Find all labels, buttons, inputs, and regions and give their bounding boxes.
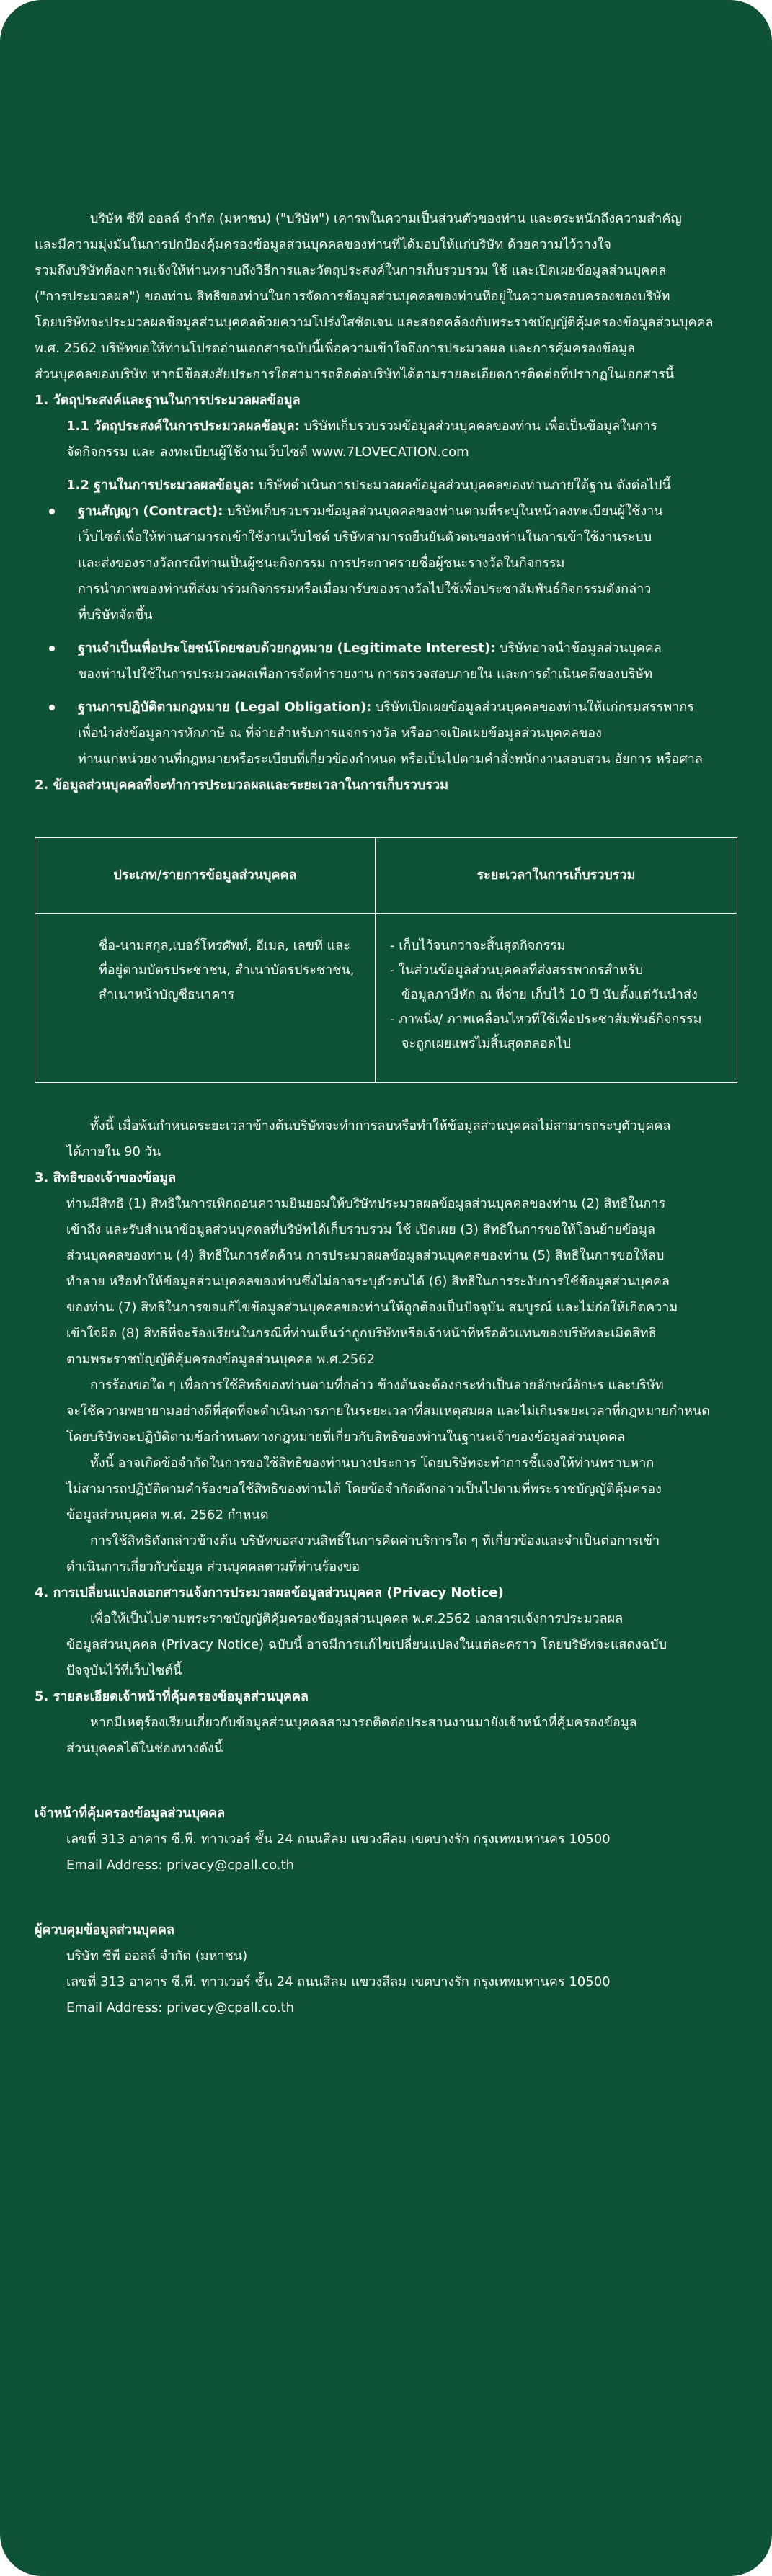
dpo-email-link[interactable]: Email Address: privacy@cpall.co.th — [66, 1858, 295, 1873]
intro-line: ส่วนบุคคลของบริษัท หากมีข้อสงสัยประการใดสามารถติดต่อบริษัทได้ตามรายละเอียดการติดต่อที่ปรากฏในเอกสารนี้ — [35, 367, 675, 382]
controller-title: ผู้ควบคุมข้อมูลส่วนบุคคล — [35, 1922, 174, 1938]
bullet-legitimate-text: บริษัทอาจนำข้อมูลส่วนบุคคล — [495, 641, 662, 656]
section-2-after-line: ได้ภายใน 90 วัน — [66, 1144, 161, 1159]
table-cell-line: จะถูกเผยแพร่ไม่สิ้นสุดตลอดไป — [401, 1036, 571, 1051]
bullet-icon — [49, 646, 55, 651]
dpo-address: เลขที่ 313 อาคาร ซี.พี. ทาวเวอร์ ชั้น 24 ถนนสีลม แขวงสีลม เขตบางรัก กรุงเทพมหานคร 10500 — [66, 1832, 611, 1847]
section-3-line: ส่วนบุคคลของท่าน (4) สิทธิในการคัดค้าน การประมวลผลข้อมูลส่วนบุคคลของท่าน (5) สิทธิในการขอให้ลบ — [66, 1248, 665, 1263]
controller-email-link[interactable]: Email Address: privacy@cpall.co.th — [66, 2000, 295, 2015]
section-3-line: ตามพระราชบัญญัติคุ้มครองข้อมูลส่วนบุคคล พ.ศ.2562 — [66, 1352, 376, 1367]
bullet-legitimate-line: ของท่านไปใช้ในการประมวลผลเพื่อการจัดทำรายงาน การตรวจสอบภายใน และการดำเนินคดีของบริษัท — [78, 667, 652, 682]
section-3-line: ดำเนินการเกี่ยวกับข้อมูล ส่วนบุคคลตามที่ท่านร้องขอ — [66, 1559, 360, 1574]
bullet-contract-label: ฐานสัญญา (Contract): — [78, 504, 223, 519]
intro-line: โดยบริษัทจะประมวลผลข้อมูลส่วนบุคคลด้วยความโปร่งใสชัดเจน และสอดคล้องกับพระราชบัญญัติคุ้มครองข้อมูลส่วนบุคคล — [35, 315, 714, 330]
section-3-line: ข้อมูลส่วนบุคคล พ.ศ. 2562 กำหนด — [66, 1507, 269, 1523]
intro-line: รวมถึงบริษัทต้องการแจ้งให้ท่านทราบถึงวิธีการและวัตถุประสงค์ในการเก็บรวบรวม ใช้ และเปิดเผยข้อมูลส่วนบุคคล — [35, 263, 667, 278]
intro-line: ("การประมวลผล") ของท่าน สิทธิของท่านในการจัดการข้อมูลส่วนบุคคลของท่านที่อยู่ในความครอบครองของบริษัท — [35, 289, 670, 304]
section-3-line: การร้องขอใด ๆ เพื่อการใช้สิทธิของท่านตามที่กล่าว ข้างต้นจะต้องกระทำเป็นลายลักษณ์อักษร และบริษัท — [90, 1378, 664, 1393]
section-1-2-text: บริษัทดำเนินการประมวลผลข้อมูลส่วนบุคคลของท่านภายใต้ฐาน ดังต่อไปนี้ — [254, 478, 671, 493]
table-cell-data-type — [35, 914, 376, 1083]
section-3-line: การใช้สิทธิดังกล่าวข้างต้น บริษัทขอสงวนสิทธิ์ในการคิดค่าบริการใด ๆ ที่เกี่ยวข้องและจำเป็นต่อการเข้า — [90, 1533, 660, 1548]
intro-line: บริษัท ซีพี ออลล์ จำกัด (มหาชน) ("บริษัท") เคารพในความเป็นส่วนตัวของท่าน และตระหนักถึงความสำคัญ — [90, 211, 682, 226]
bullet-contract-line: ที่บริษัทจัดขึ้น — [78, 607, 153, 623]
section-1-1 — [35, 414, 737, 440]
section-1-1-line2: จัดกิจกรรม และ ลงทะเบียนผู้ใช้งานเว็บไซต์ www.7LOVECATION.com — [66, 445, 469, 460]
bullet-legal-text: บริษัทเปิดเผยข้อมูลส่วนบุคคลของท่านให้แก่กรมสรรพากร — [371, 700, 694, 715]
section-3-line: เข้าใจผิด (8) สิทธิที่จะร้องเรียนในกรณีที่ท่านเห็นว่าถูกบริษัทหรือเจ้าหน้าที่หรือตัวแทนของบริษัทละเมิดสิทธิ — [66, 1326, 657, 1341]
intro-line: พ.ศ. 2562 บริษัทขอให้ท่านโปรดอ่านเอกสารฉบับนี้เพื่อความเข้าใจถึงการประมวลผล และการคุ้มครองข้อมูล — [35, 341, 636, 356]
dpo-title: เจ้าหน้าที่คุ้มครองข้อมูลส่วนบุคคล — [35, 1806, 226, 1821]
bullet-contract-line: เว็บไซต์เพื่อให้ท่านสามารถเข้าใช้งานเว็บไซต์ บริษัทสามารถยืนยันตัวตนของท่านในการเข้าใช้งานระบบ — [78, 530, 652, 545]
section-3-line: ทำลาย หรือทำให้ข้อมูลส่วนบุคคลของท่านซึ่งไม่อาจระบุตัวตนได้ (6) สิทธิในการระงับการใช้ข้อมูลส่วนบุคคล — [66, 1274, 670, 1289]
table-cell-line: ชื่อ-นามสกุล,เบอร์โทรศัพท์, อีเมล, เลขที่ และ — [99, 938, 350, 953]
table-cell-line: - ภาพนิ่ง/ ภาพเคลื่อนไหวที่ใช้เพื่อประชาสัมพันธ์กิจกรรม — [390, 1012, 702, 1027]
bullet-icon — [49, 705, 55, 710]
table-cell-line: - ในส่วนข้อมูลส่วนบุคคลที่ส่งสรรพากรสำหรับ — [390, 963, 644, 978]
section-4-line: เพื่อให้เป็นไปตามพระราชบัญญัติคุ้มครองข้อมูลส่วนบุคคล พ.ศ.2562 เอกสารแจ้งการประมวลผล — [90, 1611, 624, 1626]
intro-line: และมีความมุ่งมั่นในการปกป้องคุ้มครองข้อมูลส่วนบุคคลของท่านที่ได้มอบให้แก่บริษัท ด้วยความไว้วางใจ — [35, 237, 611, 252]
table-cell-line: - เก็บไว้จนกว่าจะสิ้นสุดกิจกรรม — [390, 938, 566, 953]
table-cell-line: ที่อยู่ตามบัตรประชาชน, สำเนาบัตรประชาชน, — [99, 963, 355, 978]
bullet-contract-line: และส่งของรางวัลกรณีท่านเป็นผู้ชนะกิจกรรม การประกาศรายชื่อผู้ชนะรางวัลในกิจกรรม — [78, 556, 565, 571]
controller-address: เลขที่ 313 อาคาร ซี.พี. ทาวเวอร์ ชั้น 24 ถนนสีลม แขวงสีลม เขตบางรัก กรุงเทพมหานคร 10500 — [66, 1974, 611, 1989]
dpo-contact-block — [35, 1801, 737, 1878]
table-header-retention: ระยะเวลาในการเก็บรวบรวม — [376, 838, 737, 914]
bullet-contract — [35, 499, 737, 628]
controller-contact-block — [35, 1917, 737, 2021]
intro-paragraph — [35, 206, 737, 388]
bullet-contract-line: การนำภาพของท่านที่ส่งมาร่วมกิจกรรมหรือเมื่อมารับของรางวัลไปใช้เพื่อประชาสัมพันธ์กิจกรรมดังกล่าว — [78, 581, 652, 597]
section-1-1-text: บริษัทเก็บรวบรวมข้อมูลส่วนบุคคลของท่าน เพื่อเป็นข้อมูลในการ — [299, 419, 657, 434]
section-3-line: เข้าถึง และรับสำเนาข้อมูลส่วนบุคคลที่บริษัทได้เก็บรวบรวม ใช้ เปิดเผย (3) สิทธิในการขอให้โอนย้ายข้อมูล — [66, 1222, 655, 1237]
section-1-title: 1. วัตถุประสงค์และฐานในการประมวลผลข้อมูล — [35, 393, 301, 408]
bullet-legitimate-interest — [35, 636, 737, 687]
section-4-line: ปัจจุบันไว้ที่เว็บไซต์นี้ — [66, 1663, 182, 1678]
bullet-legal-line: เพื่อนำส่งข้อมูลการหักภาษี ณ ที่จ่ายสำหรับการแจกรางวัล หรืออาจเปิดเผยข้อมูลส่วนบุคคลของ — [78, 726, 602, 741]
section-3-line: ของท่าน (7) สิทธิในการขอแก้ไขข้อมูลส่วนบุคคลของท่านให้ถูกต้องเป็นปัจจุบัน สมบูรณ์ และไม่ก่อให้เกิดความ — [66, 1300, 678, 1315]
bullet-legal-line: ท่านแก่หน่วยงานที่กฎหมายหรือระเบียบที่เกี่ยวข้องกำหนด หรือเป็นไปตามคำสั่งพนักงานสอบสวน อัยการ หรือศาล — [78, 752, 703, 767]
section-4-title: 4. การเปลี่ยนแปลงเอกสารแจ้งการประมวลผลข้อมูลส่วนบุคคล (Privacy Notice) — [35, 1585, 504, 1600]
section-5-line: ส่วนบุคคลได้ในช่องทางดังนี้ — [66, 1741, 223, 1756]
section-3-title: 3. สิทธิของเจ้าของข้อมูล — [35, 1170, 177, 1185]
table-cell-retention — [376, 914, 737, 1083]
bullet-legitimate-label: ฐานจำเป็นเพื่อประโยชน์โดยชอบด้วยกฎหมาย (Legitimate Interest): — [78, 641, 496, 656]
bullet-legal-label: ฐานการปฏิบัติตามกฎหมาย (Legal Obligation): — [78, 700, 372, 715]
controller-name: บริษัท ซีพี ออลล์ จำกัด (มหาชน) — [66, 1948, 248, 1964]
section-1-2 — [35, 473, 737, 499]
section-2-after-line: ทั้งนี้ เมื่อพ้นกำหนดระยะเวลาข้างต้นบริษัทจะทำการลบหรือทำให้ข้อมูลส่วนบุคคลไม่สามารถระบุตัวบุคคล — [90, 1118, 671, 1133]
section-3-line: ไม่สามารถปฏิบัติตามคำร้องขอใช้สิทธิของท่านได้ โดยข้อจำกัดดังกล่าวเป็นไปตามที่พระราชบัญญัติคุ้มครอง — [66, 1481, 662, 1497]
section-5-line: หากมีเหตุร้องเรียนเกี่ยวกับข้อมูลส่วนบุคคลสามารถติดต่อประสานงานมายังเจ้าหน้าที่คุ้มครองข้อมูล — [90, 1715, 637, 1730]
section-3-line: จะใช้ความพยายามอย่างดีที่สุดที่จะดำเนินการภายในระยะเวลาที่สมเหตุสมผล และไม่เกินระยะเวลาที่กฎหมายกำหนด — [66, 1404, 710, 1419]
table-header-data-type: ประเภท/รายการข้อมูลส่วนบุคคล — [35, 838, 376, 914]
bullet-icon — [49, 509, 55, 514]
table-header-row — [35, 838, 737, 914]
section-4-line: ข้อมูลส่วนบุคคล (Privacy Notice) ฉบับนี้ อาจมีการแก้ไขเปลี่ยนแปลงในแต่ละคราว โดยบริษัทจะแสดงฉบับ — [66, 1637, 667, 1652]
section-5-title: 5. รายละเอียดเจ้าหน้าที่คุ้มครองข้อมูลส่วนบุคคล — [35, 1689, 309, 1704]
section-3-line: โดยบริษัทจะปฏิบัติตามข้อกำหนดทางกฎหมายที่เกี่ยวกับสิทธิของท่านในฐานะเจ้าของข้อมูลส่วนบุคคล — [66, 1430, 626, 1445]
retention-table — [35, 837, 737, 1083]
table-cell-line: ข้อมูลภาษีหัก ณ ที่จ่าย เก็บไว้ 10 ปี นับตั้งแต่วันนำส่ง — [401, 987, 698, 1002]
section-1-1-label: 1.1 วัตถุประสงค์ในการประมวลผลข้อมูล: — [66, 419, 300, 434]
table-row — [35, 914, 737, 1083]
bullet-contract-text: บริษัทเก็บรวบรวมข้อมูลส่วนบุคคลของท่านตามที่ระบุในหน้าลงทะเบียนผู้ใช้งาน — [223, 504, 663, 519]
section-3-line: ท่านมีสิทธิ (1) สิทธิในการเพิกถอนความยินยอมให้บริษัทประมวลผลข้อมูลส่วนบุคคลของท่าน (2) สิทธิในการ — [66, 1196, 666, 1211]
section-3-line: ทั้งนี้ อาจเกิดข้อจำกัดในการขอใช้สิทธิของท่านบางประการ โดยบริษัทจะทำการชี้แจงให้ท่านทราบหาก — [90, 1456, 655, 1471]
table-cell-line: สำเนาหน้าบัญชีธนาคาร — [99, 987, 235, 1002]
section-2-title: 2. ข้อมูลส่วนบุคคลที่จะทำการประมวลผลและระยะเวลาในการเก็บรวบรวม — [35, 777, 448, 793]
bullet-legal-obligation — [35, 695, 737, 772]
section-1-2-label: 1.2 ฐานในการประมวลผลข้อมูล: — [66, 478, 254, 493]
